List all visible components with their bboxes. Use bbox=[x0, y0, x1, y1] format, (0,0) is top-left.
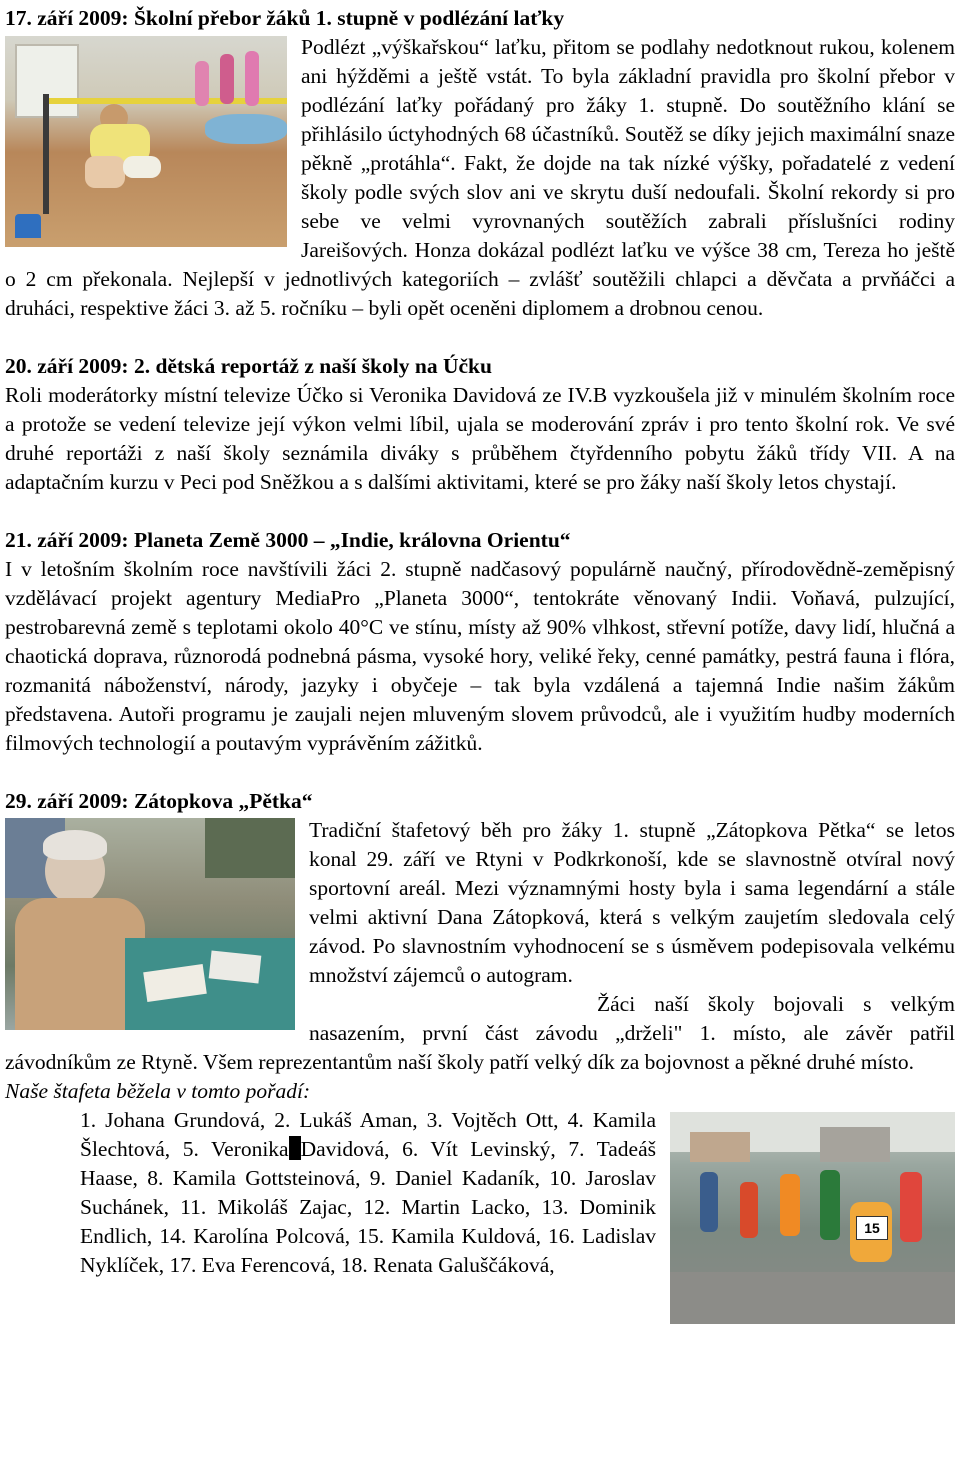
relay-list-part-1: 1. Johana Grundová, 2. Lukáš Aman, 3. Vojtěch Ott, 4. Kamila Šlechtová, 5. Veronika bbox=[80, 1108, 656, 1161]
bib-number: 15 bbox=[856, 1216, 888, 1240]
article-text: Tradiční štafetový běh pro žáky 1. stupně „Zátopkova Pětka“ se letos konal 29. září ve Rtyni v Podkrkonoší, kde se slavnostně otvíral nový sportovní areál. Mezi významnými hosty byla i sama legendární a stále velmi aktivní Dana Zátopková, která s velkým zaujetím sledovala celý závod. Po slavnostním vyhodnocení se s úsměvem podepisovala velkému množství zájemců o autogram. bbox=[309, 818, 955, 987]
relay-order-label: Naše štafeta běžela v tomto pořadí: bbox=[5, 1079, 311, 1103]
article-text-continued: Žáci naší školy bojovali s velkým nasazením, první část závodu „drželi" 1. místo, ale závěr patřil závodníkům ze Rtyně. Všem reprezentantům naší školy patří velký dík za bojovnost a pěkné druhé místo. bbox=[5, 992, 955, 1074]
article-heading: 21. září 2009: Planeta Země 3000 – „Indie, královna Orientu“ bbox=[5, 528, 571, 552]
article-heading: 20. září 2009: 2. dětská reportáž z naší školy na Účku bbox=[5, 354, 492, 378]
spacer bbox=[5, 323, 955, 352]
article-planet-earth bbox=[5, 526, 955, 758]
spacer bbox=[5, 758, 955, 787]
spacer bbox=[5, 497, 955, 526]
relay-list-part-2: Davidová, 6. Vít Levinský, 7. Tadeáš Haase, 8. Kamila Gottsteinová, 9. Daniel Kadaník, 10. Jaroslav Suchánek, 11. Mikoláš Zajac, 12. Martin Lacko, 13. Dominik Endlich, 14. Karolína Polcová, 15. Kamila Kuldová, 16. Ladislav Nyklíček, 17. Eva Ferencová, 18. Renata Galuščáková, bbox=[80, 1137, 656, 1277]
article-school-championship bbox=[5, 4, 955, 323]
article-text: Roli moderátorky místní televize Účko si Veronika Davidová ze IV.B vyzkoušela již v minulém školním roce a protože se vedení televize její výkon velmi líbil, ujala se moderování zpráv i pro tento školní rok. Ve své druhé reportáži z naší školy seznámila diváky s průběhem čtyřdenního pobytu žáků třídy VII. A na adaptačním kurzu v Peci pod Sněžkou a s dalšími aktivitami, které se pro žáky naší školy letos chystají. bbox=[5, 383, 955, 494]
document-page bbox=[5, 4, 955, 1324]
article-heading: 29. září 2009: Zátopkova „Pětka“ bbox=[5, 789, 313, 813]
photo-limbo-girl bbox=[5, 36, 287, 247]
photo-relay-runners bbox=[670, 1112, 955, 1324]
article-text: Podlézt „výškařskou“ laťku, přitom se podlahy nedotknout rukou, kolenem ani hýžděmi a ještě vstát. To byla základní pravidla pro školní přebor v podlézání laťky pořádaný pro žáky 1. stupně. Do soutěžního klání se přihlásilo úctyhodných 68 účastníků. Soutěž se díky jejich maximální snaze pěkně „protáhla“. Fakt, že dojde na tak nízké výšky, pořadatelé z vedení školy podle svých slov ani ve skrytu duší nedoufali. Školní rekordy si pro sebe ve velmi vyrovnaných soutěžích zabrali příslušníci rodiny Jareišových. Honza dokázal podlézt laťku ve výšce 38 cm, Tereza ho ještě o 2 cm překonala. Nejlepší v jednotlivých kategoriích – zvlášť soutěžili chlapci a děvčata a prvňáčci a druháci, respektive žáci 3. až 5. ročníku – byli opět oceněni diplomem a drobnou cenou. bbox=[5, 35, 955, 320]
article-text: I v letošním školním roce navštívili žáci 2. stupně nadčasový populárně naučný, přírodovědně-zeměpisný vzdělávací projekt agentury MediaPro „Planeta 3000“, tentokráte věnovaný Indii. Voňavá, pulzující, pestrobarevná země s teplotami okolo 40°C ve stínu, místy až 90% vlhkost, střevní potíže, davy lidí, hlučná a chaotická doprava, různorodá podnebná pásma, vysoké hory, veliké řeky, cenné památky, pestrá fauna i flóra, rozmanitá náboženství, národy, jazyky i obyčeje – tak byla vzdálená a tajemná Indie našim žákům představena. Autoři programu je zaujali nejen mluveným slovem průvodců, ale i využitím hudby moderních filmových technologií a poutavým vyprávěním zážitků. bbox=[5, 557, 955, 755]
redaction-mark bbox=[289, 1136, 301, 1160]
article-heading: 17. září 2009: Školní přebor žáků 1. stupně v podlézání laťky bbox=[5, 6, 565, 30]
article-tv-report bbox=[5, 352, 955, 497]
photo-dana-zatopkova bbox=[5, 818, 295, 1030]
article-zatopek-relay bbox=[5, 787, 955, 1280]
